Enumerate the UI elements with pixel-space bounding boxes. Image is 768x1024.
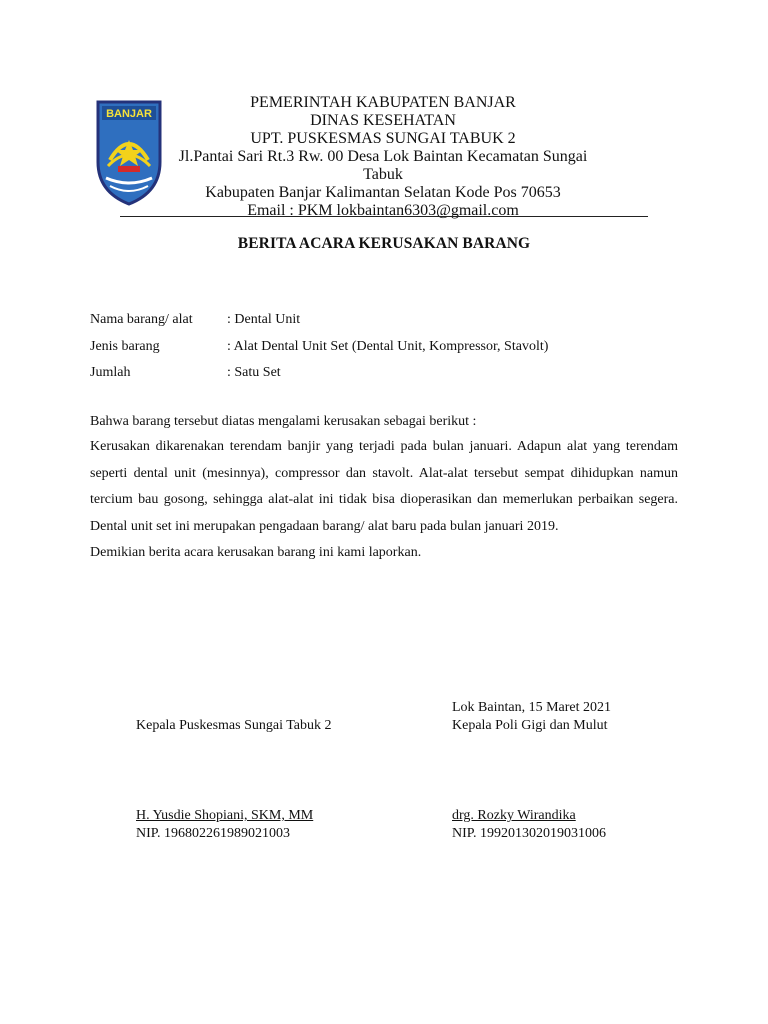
detail-row [90,307,548,334]
item-details [90,307,548,387]
detail-label: Nama barang/ alat [90,312,193,328]
letterhead-email: Email : PKM lokbaintan6303@gmail.com [247,202,519,219]
body-intro: Bahwa barang tersebut diatas mengalami kerusakan sebagai berikut : [90,414,477,429]
detail-value: : Alat Dental Unit Set (Dental Unit, Kompressor, Stavolt) [227,338,549,354]
detail-label: Jumlah [90,365,131,381]
letterhead-divider [120,216,648,217]
body-paragraph: Kerusakan dikarenakan terendam banjir yang terjadi pada bulan januari. Adapun alat yang terendam seperti dental unit (mesinnya), compressor dan stavolt. Alat-alat tersebut sempat dihidupkan namun tercium bau gosong, sehingga alat-alat ini tidak bisa dioperasikan dan memerlukan perbaikan segera. Dental unit set ini merupakan pengadaan barang/ alat baru pada bulan januari 2019. [90,439,678,534]
detail-value: : Dental Unit [227,312,301,328]
signature-place-date: Lok Baintan, 15 Maret 2021 [452,700,612,715]
signature-right-position: Kepala Poli Gigi dan Mulut [452,718,608,733]
body-closing: Demikian berita acara kerusakan barang ini kami laporkan. [90,545,422,560]
letterhead-government: PEMERINTAH KABUPATEN BANJAR [250,94,516,111]
letterhead-unit: UPT. PUSKESMAS SUNGAI TABUK 2 [250,130,516,147]
letterhead-address-2: Kabupaten Banjar Kalimantan Selatan Kode Pos 70653 [205,184,561,201]
detail-row [90,334,548,361]
signature-left-position: Kepala Puskesmas Sungai Tabuk 2 [136,718,332,733]
document-body [90,410,678,566]
signature-left-name: H. Yusdie Shopiani, SKM, MM [136,808,314,823]
detail-label: Jenis barang [90,338,160,354]
banjar-regency-logo [96,100,162,206]
letterhead-address-1: Jl.Pantai Sari Rt.3 Rw. 00 Desa Lok Baintan Kecamatan Sungai Tabuk [178,148,588,183]
detail-value: : Satu Set [227,365,281,381]
detail-row [90,360,548,387]
letterhead [160,94,606,220]
signature-left-nip: NIP. 196802261989021003 [136,826,291,841]
signature-right-nip: NIP. 199201302019031006 [452,826,607,841]
logo-text: BANJAR [106,108,152,120]
letterhead-department: DINAS KESEHATAN [310,112,456,129]
document-title: BERITA ACARA KERUSAKAN BARANG [237,235,531,252]
signature-right-name: drg. Rozky Wirandika [452,808,576,823]
